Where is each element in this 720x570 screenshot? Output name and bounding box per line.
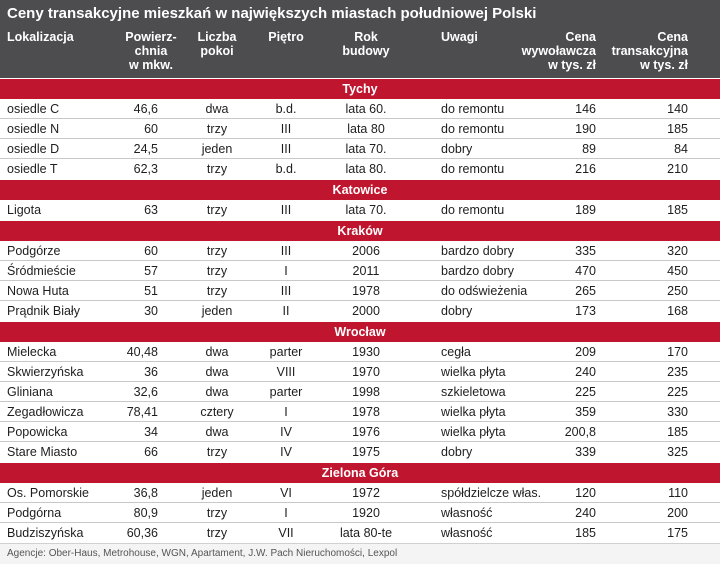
- cell-floor: VIII: [276, 365, 296, 379]
- header-price-asking-line: w tys. zł: [548, 58, 596, 72]
- cell-notes: wielka płyta: [441, 425, 506, 439]
- cell-rooms: trzy: [206, 264, 228, 278]
- cell-floor: IV: [280, 425, 292, 439]
- cell-year: 1975: [352, 445, 380, 459]
- table-row: [0, 362, 720, 382]
- cell-year: lata 60.: [345, 102, 387, 116]
- cell-area: 66: [144, 445, 158, 459]
- header-rooms: [198, 30, 237, 58]
- cell-area: 60: [144, 122, 158, 136]
- header-year: [342, 30, 389, 58]
- cell-price-asking: 146: [575, 102, 596, 116]
- cell-floor: parter: [269, 345, 303, 359]
- header-floor-line: Piętro: [268, 30, 304, 44]
- cell-rooms: trzy: [206, 526, 228, 540]
- header-location: [7, 30, 74, 44]
- cell-area: 78,41: [126, 405, 158, 419]
- table-row: [0, 281, 720, 301]
- cell-price-asking: 216: [575, 162, 596, 176]
- cell-price-transaction: 320: [667, 244, 688, 258]
- cell-area: 60: [144, 244, 158, 258]
- cell-area: 60,36: [126, 526, 158, 540]
- cell-notes: dobry: [441, 445, 473, 459]
- table-row: [0, 159, 720, 179]
- cell-price-asking: 185: [575, 526, 596, 540]
- cell-rooms: jeden: [201, 304, 233, 318]
- group-header-tychy: [0, 78, 720, 99]
- table-title-bar: [0, 0, 720, 27]
- cell-notes: do remontu: [441, 102, 505, 116]
- cell-price-asking: 470: [575, 264, 596, 278]
- cell-area: 34: [144, 425, 158, 439]
- cell-price-asking: 190: [575, 122, 596, 136]
- table-row: [0, 422, 720, 442]
- cell-price-transaction: 185: [667, 425, 688, 439]
- table-row: [0, 119, 720, 139]
- cell-year: 2000: [352, 304, 380, 318]
- cell-notes: bardzo dobry: [441, 264, 514, 278]
- cell-floor: III: [280, 122, 292, 136]
- group-header-zielona-gora: [0, 462, 720, 483]
- cell-price-transaction: 200: [667, 506, 688, 520]
- cell-notes: do remontu: [441, 203, 505, 217]
- cell-rooms: dwa: [205, 345, 229, 359]
- cell-price-asking: 339: [575, 445, 596, 459]
- cell-notes: do remontu: [441, 122, 505, 136]
- cell-price-transaction: 84: [674, 142, 688, 156]
- cell-notes: własność: [441, 526, 493, 540]
- cell-price-transaction: 330: [667, 405, 688, 419]
- cell-rooms: trzy: [206, 162, 228, 176]
- cell-price-transaction: 450: [667, 264, 688, 278]
- header-area-line: Powierz-: [125, 30, 177, 44]
- header-price-asking-line: Cena: [565, 30, 596, 44]
- cell-year: 2006: [352, 244, 380, 258]
- cell-notes: do odświeżenia: [441, 284, 528, 298]
- header-price-asking-line: wywoławcza: [521, 44, 596, 58]
- cell-price-transaction: 225: [667, 385, 688, 399]
- cell-price-asking: 120: [575, 486, 596, 500]
- header-price-transaction-line: w tys. zł: [640, 58, 688, 72]
- header-area-line: chnia: [134, 44, 168, 58]
- cell-year: 1978: [352, 284, 380, 298]
- cell-price-asking: 240: [575, 506, 596, 520]
- cell-location: osiedle T: [7, 162, 58, 176]
- cell-price-asking: 89: [582, 142, 596, 156]
- cell-floor: III: [280, 244, 292, 258]
- table-row: [0, 99, 720, 119]
- cell-floor: VII: [278, 526, 294, 540]
- table-row: [0, 241, 720, 261]
- page-title: Ceny transakcyjne mieszkań w największych miastach południowej Polski: [7, 5, 537, 22]
- cell-location: Ligota: [7, 203, 42, 217]
- cell-floor: III: [280, 284, 292, 298]
- header-year-line: budowy: [342, 44, 390, 58]
- header-notes: [441, 30, 478, 44]
- header-location-line: Lokalizacja: [7, 30, 74, 44]
- cell-price-asking: 225: [575, 385, 596, 399]
- table-row: [0, 523, 720, 543]
- cell-notes: wielka płyta: [441, 365, 506, 379]
- cell-location: Podgórna: [7, 506, 62, 520]
- cell-floor: parter: [269, 385, 303, 399]
- cell-rooms: trzy: [206, 122, 228, 136]
- table-row: [0, 139, 720, 159]
- cell-rooms: trzy: [206, 284, 228, 298]
- cell-location: Gliniana: [7, 385, 53, 399]
- cell-price-transaction: 185: [667, 122, 688, 136]
- cell-floor: b.d.: [275, 102, 297, 116]
- table-row: [0, 342, 720, 362]
- cell-area: 63: [144, 203, 158, 217]
- cell-area: 32,6: [133, 385, 158, 399]
- header-rooms-line: pokoi: [200, 44, 234, 58]
- cell-year: 1972: [352, 486, 380, 500]
- cell-location: Os. Pomorskie: [7, 486, 89, 500]
- cell-price-transaction: 185: [667, 203, 688, 217]
- group-header-krakow: [0, 220, 720, 241]
- cell-year: 1970: [352, 365, 380, 379]
- source-footer: [0, 543, 720, 564]
- cell-location: Budziszyńska: [7, 526, 84, 540]
- cell-notes: własność: [441, 506, 493, 520]
- group-city-label: Tychy: [342, 82, 378, 96]
- source-note: Agencje: Ober-Haus, Metrohouse, WGN, Apartament, J.W. Pach Nieruchomości, Lexpol: [7, 548, 398, 559]
- cell-location: Prądnik Biały: [7, 304, 80, 318]
- header-year-line: Rok: [354, 30, 378, 44]
- header-price-transaction: [612, 30, 688, 72]
- table-row: [0, 402, 720, 422]
- cell-rooms: trzy: [206, 244, 228, 258]
- table-row: [0, 200, 720, 220]
- cell-location: Mielecka: [7, 345, 57, 359]
- cell-area: 40,48: [126, 345, 158, 359]
- cell-price-transaction: 325: [667, 445, 688, 459]
- cell-rooms: trzy: [206, 203, 228, 217]
- header-price-transaction-line: transakcyjna: [611, 44, 688, 58]
- cell-year: 1930: [352, 345, 380, 359]
- group-city-label: Zielona Góra: [321, 466, 399, 480]
- cell-rooms: trzy: [206, 506, 228, 520]
- cell-location: Zegadłowicza: [7, 405, 84, 419]
- header-price-asking: [522, 30, 596, 72]
- cell-price-asking: 359: [575, 405, 596, 419]
- group-city-label: Wrocław: [334, 325, 386, 339]
- header-notes-line: Uwagi: [441, 30, 478, 44]
- cell-floor: b.d.: [275, 162, 297, 176]
- cell-price-transaction: 110: [668, 486, 688, 500]
- header-rooms-line: Liczba: [197, 30, 237, 44]
- cell-location: osiedle D: [7, 142, 60, 156]
- cell-price-asking: 200,8: [564, 425, 596, 439]
- table-row: [0, 442, 720, 462]
- cell-notes: wielka płyta: [441, 405, 506, 419]
- cell-rooms: dwa: [205, 102, 229, 116]
- cell-notes: szkieletowa: [441, 385, 506, 399]
- group-header-wroclaw: [0, 321, 720, 342]
- cell-location: Popowicka: [7, 425, 68, 439]
- cell-location: Stare Miasto: [7, 445, 78, 459]
- cell-year: 1920: [352, 506, 380, 520]
- cell-rooms: jeden: [201, 486, 233, 500]
- cell-rooms: dwa: [205, 365, 229, 379]
- table-row: [0, 503, 720, 523]
- cell-price-asking: 209: [575, 345, 596, 359]
- cell-location: Śródmieście: [7, 264, 76, 278]
- cell-notes: spółdzielcze włas.: [441, 486, 542, 500]
- cell-location: osiedle C: [7, 102, 60, 116]
- cell-notes: dobry: [441, 142, 473, 156]
- header-area: [125, 30, 176, 72]
- cell-price-asking: 265: [575, 284, 596, 298]
- cell-area: 24,5: [133, 142, 158, 156]
- cell-rooms: dwa: [205, 425, 229, 439]
- cell-price-asking: 335: [575, 244, 596, 258]
- group-city-label: Katowice: [332, 183, 388, 197]
- cell-price-transaction: 235: [667, 365, 688, 379]
- cell-floor: II: [282, 304, 290, 318]
- cell-year: lata 70.: [345, 203, 387, 217]
- cell-floor: III: [280, 142, 292, 156]
- group-city-label: Kraków: [337, 224, 383, 238]
- cell-area: 80,9: [133, 506, 158, 520]
- table-row: [0, 382, 720, 402]
- cell-floor: I: [284, 264, 288, 278]
- cell-year: lata 80.: [345, 162, 387, 176]
- cell-location: Podgórze: [7, 244, 61, 258]
- cell-floor: IV: [280, 445, 292, 459]
- cell-floor: III: [280, 203, 292, 217]
- cell-price-transaction: 210: [667, 162, 688, 176]
- cell-floor: I: [284, 405, 288, 419]
- cell-price-transaction: 175: [667, 526, 688, 540]
- cell-price-transaction: 250: [667, 284, 688, 298]
- cell-price-asking: 240: [575, 365, 596, 379]
- cell-year: 1976: [352, 425, 380, 439]
- cell-year: lata 80-te: [339, 526, 393, 540]
- cell-price-asking: 189: [575, 203, 596, 217]
- cell-location: Nowa Huta: [7, 284, 69, 298]
- cell-location: osiedle N: [7, 122, 60, 136]
- cell-area: 36,8: [133, 486, 158, 500]
- cell-rooms: cztery: [200, 405, 234, 419]
- cell-notes: dobry: [441, 304, 473, 318]
- cell-area: 36: [144, 365, 158, 379]
- cell-rooms: dwa: [205, 385, 229, 399]
- table-header: [0, 27, 720, 78]
- cell-rooms: trzy: [206, 445, 228, 459]
- cell-area: 51: [144, 284, 158, 298]
- cell-price-transaction: 170: [667, 345, 688, 359]
- cell-area: 30: [144, 304, 158, 318]
- cell-notes: cegła: [441, 345, 471, 359]
- cell-year: 1978: [352, 405, 380, 419]
- cell-floor: I: [284, 506, 288, 520]
- header-area-line: w mkw.: [129, 58, 173, 72]
- cell-year: 2011: [352, 264, 380, 278]
- cell-price-transaction: 168: [667, 304, 688, 318]
- table-body: [0, 78, 720, 543]
- cell-area: 57: [144, 264, 158, 278]
- cell-year: lata 80: [347, 122, 385, 136]
- table-row: [0, 301, 720, 321]
- cell-location: Skwierzyńska: [7, 365, 84, 379]
- cell-rooms: jeden: [201, 142, 233, 156]
- cell-price-asking: 173: [575, 304, 596, 318]
- table-row: [0, 483, 720, 503]
- cell-area: 62,3: [133, 162, 158, 176]
- cell-year: 1998: [352, 385, 380, 399]
- cell-floor: VI: [280, 486, 292, 500]
- cell-area: 46,6: [133, 102, 158, 116]
- header-floor: [268, 30, 303, 44]
- cell-notes: bardzo dobry: [441, 244, 514, 258]
- cell-year: lata 70.: [345, 142, 387, 156]
- table-row: [0, 261, 720, 281]
- cell-price-transaction: 140: [667, 102, 688, 116]
- group-header-katowice: [0, 179, 720, 200]
- cell-notes: do remontu: [441, 162, 505, 176]
- header-price-transaction-line: Cena: [657, 30, 688, 44]
